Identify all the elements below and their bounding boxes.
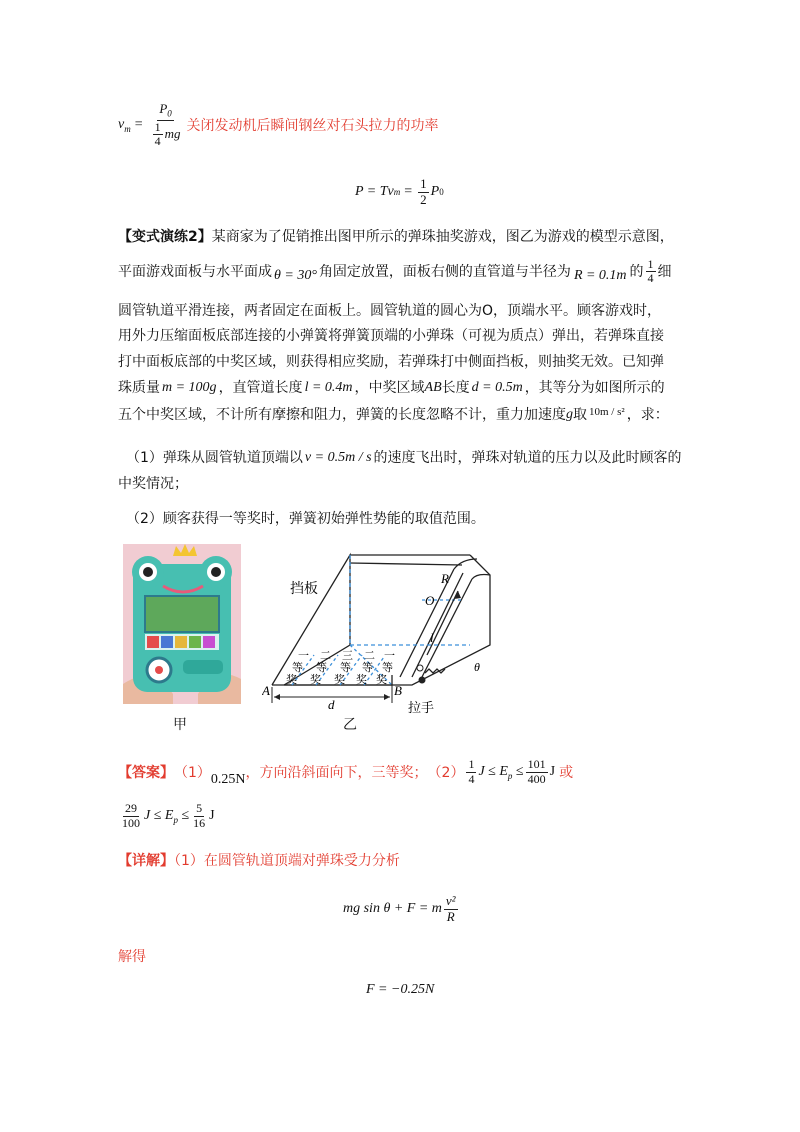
figure-diagram — [262, 545, 502, 715]
detail-equation: mg sin θ + F = m $\frac{\text{v²}}{R}$ — [343, 893, 456, 924]
toy-prize-slots — [147, 636, 215, 648]
label-theta: θ — [474, 660, 480, 674]
question-2: （2）顾客获得一等奖时，弹簧初始弹性势能的取值范围。 — [126, 511, 485, 527]
problem-line-6: 珠质量 m = 100g ，直管道长度 l = 0.4m ，中奖区域 AB 长度 d = 0.5m ，其等分为如图所示的 — [118, 380, 665, 396]
zone-3-top: 三 — [342, 650, 353, 662]
label-A: A — [262, 683, 270, 698]
zone-5-top: 一 — [384, 650, 395, 662]
problem-line-5: 打中面板底部的中奖区域，则获得相应奖励，若弹珠打中侧面挡板，则抽奖无效。已知弹 — [118, 354, 664, 370]
formula-power: P = Tv m = $\frac{1}{2}$ P 0 — [355, 176, 444, 207]
zone-3-mid: 等 — [340, 662, 351, 674]
problem-line-1: 【变式演练2】某商家为了促销推出图甲所示的弹珠抽奖游戏，图乙为游戏的模型示意图， — [118, 229, 674, 245]
problem-line-3: 圆管轨道平滑连接，两者固定在面板上。圆管轨道的圆心为O，顶端水平。顾客游戏时， — [118, 303, 662, 319]
label-l: l — [430, 630, 434, 645]
zone-1-bot: 奖 — [286, 674, 297, 686]
problem-line-4: 用外力压缩面板底部连接的小弹簧将弹簧顶端的小弹珠（可视为质点）弹出，若弹珠直接 — [118, 328, 664, 344]
zone-3-bot: 奖 — [334, 674, 345, 686]
zone-4-bot: 奖 — [356, 674, 367, 686]
label-B: B — [394, 683, 402, 698]
problem-line-7: 五个中奖区域，不计所有摩擦和阻力，弹簧的长度忽略不计，重力加速度 g 取 10m / s² ，求： — [118, 406, 669, 423]
label-d: d — [328, 697, 335, 712]
pull-handle-knob — [419, 677, 426, 684]
caption-left: 甲 — [173, 717, 187, 733]
answer-line-1: 【答案】 （1） 0.25N ，方向沿斜面向下，三等奖； （2） $\frac{1}{4}$ $J \le E_p$ ≤ $\frac{101}{400}$ J 或 — [118, 757, 574, 787]
toy-field — [145, 596, 219, 632]
caption-right: 乙 — [343, 717, 357, 733]
label-O: O — [425, 593, 435, 608]
formula-vm: $v_m$ = $P_0$ $\frac{1}{4}$ mg 关闭发动机后瞬间钢丝对石头拉力的功率 — [118, 101, 439, 148]
label-R: R — [441, 571, 449, 586]
zone-4-mid: 等 — [362, 662, 373, 674]
line1-text: 关闭发动机后瞬间钢丝对石头拉力的功率 — [186, 118, 439, 134]
formula-vm-fraction: $P_0$ $\frac{1}{4}$ mg — [154, 101, 181, 148]
formula-vm-lhs: $v_m$ — [118, 116, 131, 134]
prize-zones — [286, 649, 395, 686]
answer-line-2: $\frac{29}{100}$ $J \le E_p$ ≤ $\frac{5}{16}$ J — [122, 801, 215, 830]
figure-toy-photo — [123, 544, 241, 704]
zone-4-top: 二 — [364, 650, 375, 662]
label-pull: 拉手 — [408, 701, 435, 715]
detail-result: F = −0.25N — [366, 982, 435, 997]
baffle-plate — [272, 555, 350, 685]
problem-line-2: 平面游戏面板与水平面成 θ = 30° 角固定放置，面板右侧的直管道与半径为 R = 0.1m 的 $\frac{1}{4}$ 细 — [118, 257, 672, 286]
zone-2-bot: 奖 — [310, 674, 321, 686]
zone-5-bot: 奖 — [376, 674, 387, 686]
question-1-cont: 中奖情况； — [118, 476, 188, 492]
detail-solve-label: 解得 — [118, 949, 146, 965]
detail-line: 【详解】（1）在圆管轨道顶端对弹珠受力分析 — [118, 853, 400, 869]
zone-2-top: 二 — [320, 650, 331, 662]
zone-1-top: 一 — [298, 650, 309, 662]
zone-1-mid: 等 — [292, 662, 303, 674]
zone-5-mid: 等 — [382, 662, 393, 674]
label-baffle: 挡板 — [290, 581, 318, 597]
zone-2-mid: 等 — [316, 662, 327, 674]
question-1: （1）弹珠从圆管轨道顶端以 v = 0.5m / s 的速度飞出时，弹珠对轨道的压力以及此时顾客的 — [126, 450, 682, 466]
